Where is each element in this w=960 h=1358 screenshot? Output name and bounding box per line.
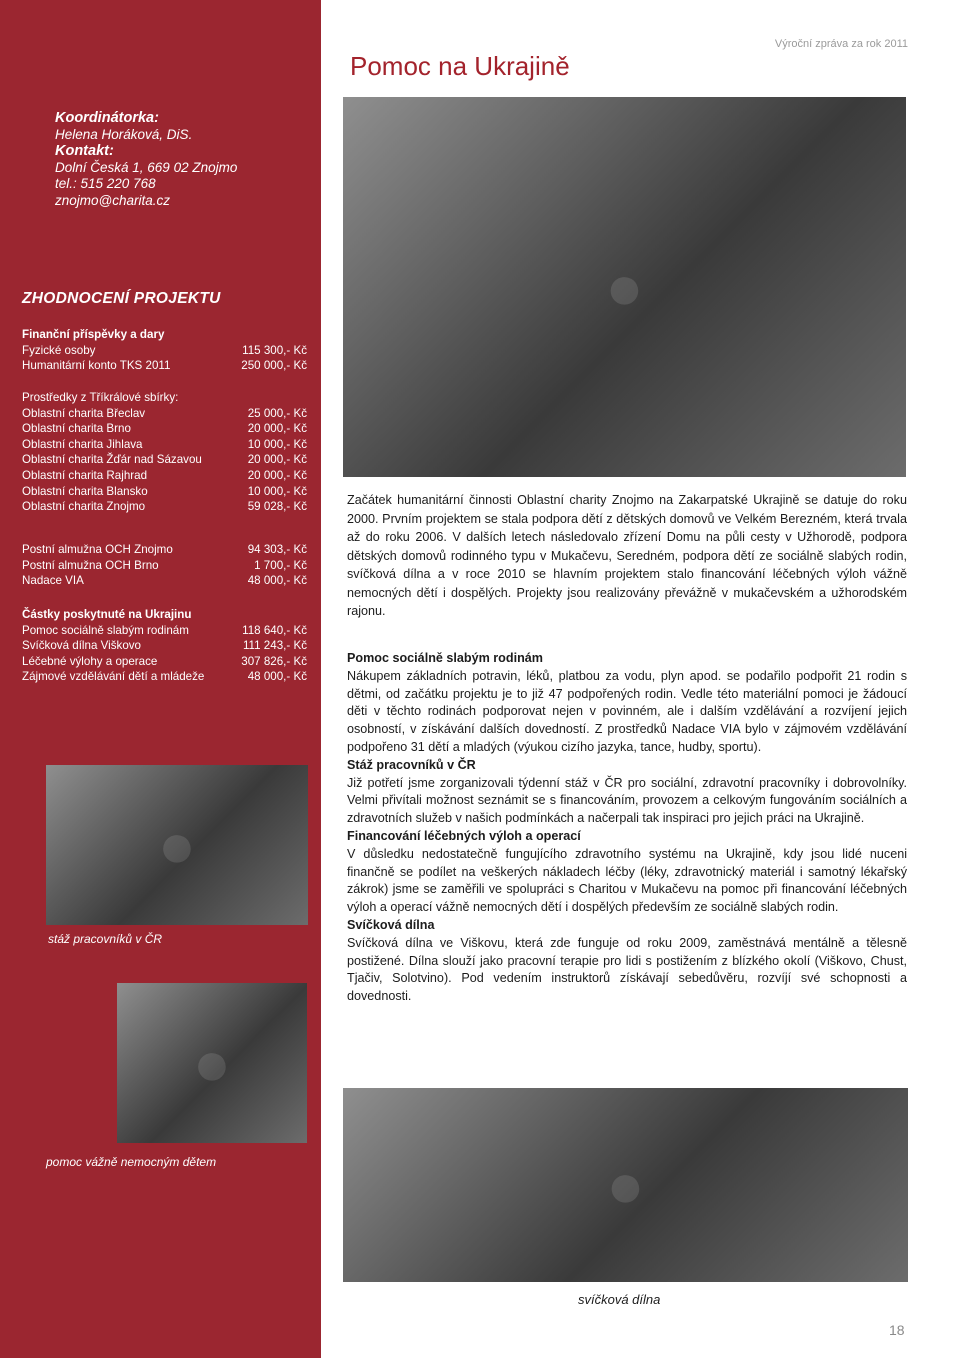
- photo-icon: ●: [192, 1027, 232, 1099]
- section-text: V důsledku nedostatečně fungujícího zdravotního systému na Ukrajině, kdy jsou lidé nuceni finančně se podílet na veškerých nákladech léčby (léky, zdravotnický materiál i samotný lékařský zákrok) jsme se zaměřili ve spolupráci s Charitou v Mukačevu na pomoc při financování léčebných výloh a operací vážně nemocných dětí i dospělých především ze sociálně slabých rodin.: [347, 846, 907, 915]
- coordinator-label: Koordinátorka:: [55, 110, 159, 126]
- section-heading: Pomoc sociálně slabým rodinám: [347, 651, 543, 665]
- sick-children-photo: [117, 983, 307, 1143]
- finance-row: Humanitární konto TKS 2011 250 000,- Kč: [22, 359, 307, 373]
- contributions-block: [22, 327, 307, 374]
- sidebar: [0, 0, 321, 1358]
- provided-heading: Částky poskytnuté na Ukrajinu: [22, 608, 192, 621]
- finance-row: Oblastní charita Blansko 10 000,- Kč: [22, 484, 307, 498]
- family-photo: [343, 97, 906, 477]
- finance-row: Léčebné výlohy a operace 307 826,- Kč: [22, 654, 307, 668]
- contact-label: Kontakt:: [55, 143, 114, 159]
- finance-row: Pomoc sociálně slabým rodinám 118 640,- Kč: [22, 623, 307, 637]
- section-heading: Svíčková dílna: [347, 917, 435, 932]
- page-number: 18: [889, 1322, 905, 1338]
- section-heading: Stáž pracovníků v ČR: [347, 757, 476, 772]
- address: Dolní Česká 1, 669 02 Znojmo: [55, 159, 238, 175]
- workshop-photo: [343, 1088, 908, 1282]
- finance-row: Oblastní charita Znojmo 59 028,- Kč: [22, 500, 307, 514]
- finance-row: Oblastní charita Žďár nad Sázavou 20 000,- Kč: [22, 453, 307, 467]
- finance-row: Postní almužna OCH Brno 1 700,- Kč: [22, 558, 307, 572]
- finance-row: Oblastní charita Břeclav 25 000,- Kč: [22, 406, 307, 420]
- other-funds-block: [22, 542, 307, 589]
- finance-row: Oblastní charita Jihlava 10 000,- Kč: [22, 437, 307, 451]
- photo-icon: ●: [605, 251, 644, 323]
- finance-row: Postní almužna OCH Znojmo 94 303,- Kč: [22, 543, 307, 556]
- finance-row: Nadace VIA 48 000,- Kč: [22, 574, 307, 588]
- finance-row: Oblastní charita Rajhrad 20 000,- Kč: [22, 468, 307, 482]
- report-label: Výroční zpráva za rok 2011: [774, 38, 908, 50]
- finance-row: Oblastní charita Brno 20 000,- Kč: [22, 422, 307, 436]
- collections-block: [22, 390, 307, 515]
- section-text: Již potřetí jsme zorganizovali týdenní stáž v ČR pro sociální, zdravotní pracovníky i dobrovolníky. Velmi přivítali možnost seznámit se s financováním, provozem a celkovým fungováním sociálních a zdravotních služeb v našich podmínkách a načerpali tak inspiraci pro jejich práci na Ukrajině.: [347, 775, 907, 826]
- internship-photo: [46, 765, 308, 925]
- page-title: Pomoc na Ukrajině: [350, 51, 570, 81]
- sections: [347, 650, 907, 1006]
- internship-caption: stáž pracovníků v ČR: [48, 932, 163, 946]
- collections-heading: Prostředky z Tříkrálové sbírky:: [22, 391, 179, 404]
- contributions-heading: Finanční příspěvky a dary: [22, 328, 165, 341]
- coordinator-name: Helena Horáková, DiS.: [55, 126, 193, 142]
- section-text: Svíčková dílna ve Viškovu, která zde funguje od roku 2009, zaměstnává mentálně a tělesně postižené. Dílna slouží jako pracovní terapie pro lidi s postižením z blízkého okolí (Viškovo, Chust, Tjačiv, Solotvino). Pod vedením instruktorů získávají sebedůvěru, rozvíjí své schopnosti a dovednosti.: [347, 935, 907, 1004]
- email: znojmo@charita.cz: [55, 192, 170, 208]
- finance-row: Zájmové vzdělávání dětí a mládeže 48 000,- Kč: [22, 670, 307, 684]
- intro-paragraph: Začátek humanitární činnosti Oblastní charity Znojmo na Zakarpatské Ukrajině se datuje do roku 2000. Prvním projektem se stala podpora dětí z dětských domovů ve Velkém Berezném, která trvala až do roku 2006. V dalších letech následovalo zřízení Domu na půli cesty v Užhorodě, podpora dětských domovů rodinného typu v Mukačevu, Seredném, podpora dětí ze sociálně slabých rodin, svíčková dílna a v roce 2010 se hlavním projektem stalo financování léčebných výloh vážně nemocných dětí i dospělých. Projekty jsou realizovány převážně v mukačevském a užhorodském rajonu.: [347, 493, 907, 618]
- section-text: Nákupem základních potravin, léků, platbou za vodu, plyn apod. se podařilo podpořit 21 rodin s dětmi, od začátku projektu je to již 47 podpořených rodin. Vedle této materiální pomoci je žádoucí děti v těchto rodinách podporovat nejen v povinném, ale i dalším vzdělávání a rozvíjení jejich osobností, v získávání dalších dovedností. Z prostředků Nadace VIA bylo v zájmovém vzdělávání podpořeno 31 dětí a mladých (výukou cizího jazyka, tance, hudby, sportu).: [347, 668, 907, 754]
- phone: tel.: 515 220 768: [55, 176, 156, 191]
- finance-row: Fyzické osoby 115 300,- Kč: [22, 343, 307, 357]
- section-heading: Financování léčebných výloh a operací: [347, 828, 581, 843]
- photo-icon: ●: [157, 809, 197, 881]
- contact-block: [55, 110, 237, 209]
- workshop-caption: svíčková dílna: [578, 1292, 661, 1307]
- photo-icon: ●: [606, 1149, 645, 1221]
- provided-block: [22, 607, 307, 685]
- finance-row: Svíčková dílna Viškovo 111 243,- Kč: [22, 639, 307, 653]
- sick-children-caption: pomoc vážně nemocným dětem: [46, 1155, 217, 1169]
- evaluation-title: ZHODNOCENÍ PROJEKTU: [22, 290, 221, 307]
